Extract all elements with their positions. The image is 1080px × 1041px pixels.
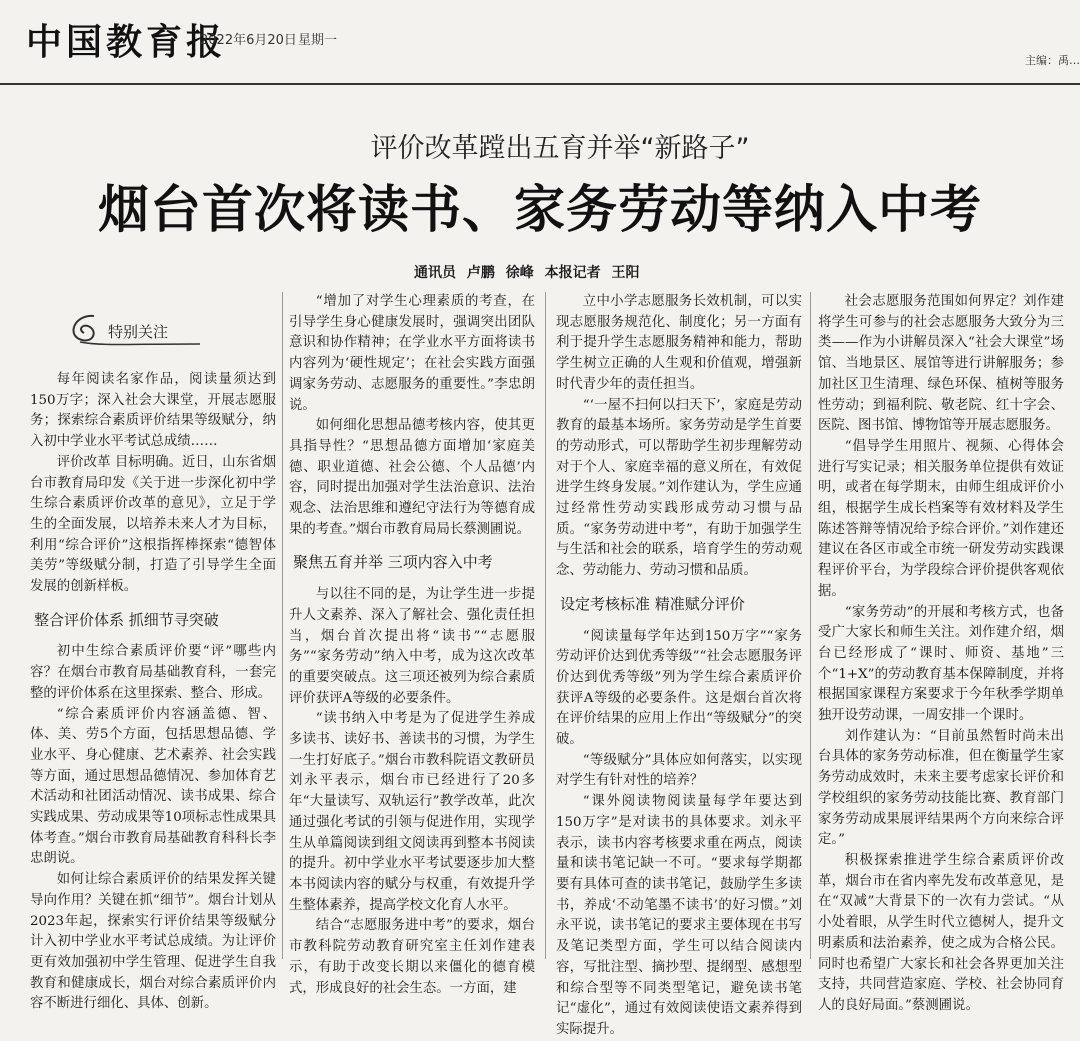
editor-label: 主编：禹… [1025,54,1080,67]
article-column-3 [556,292,802,1037]
newspaper-logo: 中国教育报 [26,21,227,63]
article-column-2 [289,292,535,996]
section-heading: 整合评价体系 抓细节寻突破 [34,610,219,629]
paragraph: “等级赋分”具体应如何落实，以实现对学生有针对性的培养？ [556,752,802,789]
special-focus-tag [60,306,210,350]
article-subhead: 评价改革蹚出五育并举“新路子” [370,133,750,164]
article-headline: 烟台首次将读书、家务劳动等纳入中考 [97,181,982,240]
article-byline: 通讯员 卢鹏 徐峰 本报记者 王阳 [414,265,640,281]
paragraph: “综合素质评价内容涵盖德、智、体、美、劳5个方面，包括思想品德、学业水平、身心健康、艺术素养、社会实践等方面，通过思想品德情况、参加体育艺术活动和社团活动情况、读书成果、综合实践成果、劳动成果等10项标志性成果具体考查。”烟台市教育局基础教育科科长李忠朗说。 [30,706,276,867]
masthead [0,0,1080,88]
paragraph: “增加了对学生心理素质的考查，在引导学生身心健康发展时，强调突出团队意识和协作精神；在学业水平方面将读书内容列为‘硬性规定’；在社会实践方面强调家务劳动、志愿服务的重要性。”李忠朗说。 [289,294,535,413]
paragraph: 如何让综合素质评价的结果发挥关键导向作用？关键在抓“细节”。烟台计划从2023年起，探索实行评价结果等级赋分计入初中学业水平考试总成绩。为让评价更有效加强初中学生管理、促进学生自我教育和健康成长，烟台对综合素质评价内容不断进行细化、具体、创新。 [30,872,276,1012]
masthead-rule [0,83,1080,85]
paragraph: 与以往不同的是，为让学生进一步提升人文素养、深入了解社会、强化责任担当，烟台首次提出将“读书”“志愿服务”“家务劳动”纳入中考，成为这次改革的重要突破点。这三项还被列为综合素质评价获评A等级的必要条件。 [289,587,535,706]
article-column-1 [30,370,276,1012]
paragraph: 初中生综合素质评价要“评”哪些内容？在烟台市教育局基础教育科，一套完整的评价体系在这里探索、整合、形成。 [30,644,276,701]
paragraph: 立中小学志愿服务长效机制，可以实现志愿服务规范化、制度化；另一方面有利于提升学生志愿服务精神和能力，帮助学生树立正确的人生观和价值观，增强新时代青少年的责任担当。 [556,294,802,392]
paragraph: 积极探索推进学生综合素质评价改革，烟台市在省内率先发布改革意见，是在“双减”大背景下的一次有力尝试。“从小处着眼，从学生时代立德树人，提升文明素质和法治素养，使之成为合格公民。同时也希望广大家长和社会各界更加关注支持，共同营造家庭、学校、社会协同育人的良好局面。”蔡测圃说。 [818,852,1064,1013]
paragraph: “倡导学生用照片、视频、心得体会进行写实记录；相关服务单位提供有效证明，或者在每学期末，由师生组成评价小组，根据学生成长档案等有效材料及学生陈述答辩等情况给予综合评价。”刘作建还建议在各区市或全市统一研发劳动实践课程评价平台，为学段综合评价提供客观依据。 [818,438,1064,599]
special-focus-label: 特别关注 [108,323,169,341]
paragraph: “课外阅读物阅读量每学年要达到150万字”是对读书的具体要求。刘永平表示，读书内容考核要求重在两点，阅读量和读书笔记缺一不可。“要求每学期都要有具体可查的读书笔记，鼓励学生多读书，养成‘不动笔墨不读书’的好习惯。”刘永平说，读书笔记的要求主要体现在书写及笔记类型方面，学生可以结合阅读内容，写批注型、摘抄型、提纲型、感想型和综合型等不同类型笔记，避免读书笔记“虚化”，通过有效阅读使语文素养得到实际提升。 [556,794,802,1037]
paragraph: “‘一屋不扫何以扫天下’，家庭是劳动教育的最基本场所。家务劳动是学生首要的劳动形式，可以帮助学生初步理解劳动对于个人、家庭幸福的意义所在，有效促进学生终身发展。”刘作建认为，学生应通过经常性劳动实践形成劳动习惯与品质。“家务劳动进中考”，有助于加强学生与生活和社会的联系，培育学生的劳动观念、劳动能力、劳动习惯和品质。 [556,397,802,579]
paragraph: 每年阅读名家作品，阅读量须达到150万字；深入社会大课堂，开展志愿服务；探索综合素质评价结果等级赋分，纳入初中学业水平考试总成绩…… [30,372,276,450]
paragraph: 刘作建认为：“目前虽然暂时尚未出台具体的家务劳动标准，但在衡量学生家务劳动成效时，未来主要考虑家长评价和学校组织的家务劳动技能比赛、教育部门家务劳动成果展评结果两个方向来综合评定。” [818,728,1064,848]
column-divider [810,292,811,959]
paragraph: 如何细化思想品德考核内容，使其更具指导性？“思想品德方面增加‘家庭美德、职业道德、社会公德、个人品德’内容，同时提出加强对学生法治意识、法治观念、法治思维和遵纪守法行为等德育成果的考查。”烟台市教育局局长蔡测圃说。 [289,418,535,537]
section-heading: 设定考核标准 精准赋分评价 [560,594,745,613]
paragraph: 社会志愿服务范围如何界定？刘作建将学生可参与的社会志愿服务大致分为三类——作为小讲解员深入“社会大课堂”场馆、当地景区、展馆等进行讲解服务；参加社区卫生清理、绿色环保、植树等服务性劳动；到福利院、敬老院、红十字会、医院、图书馆、博物馆等开展志愿服务。 [818,294,1064,434]
issue-date: 2022年6月20日 [200,33,297,48]
column-divider [282,292,283,959]
column-divider [545,292,546,959]
article-column-4 [818,292,1064,1013]
paragraph: 评价改革 目标明确。近日，山东省烟台市教育局印发《关于进一步深化初中学生综合素质评价改革的意见》，立足于学生的全面发展，以培养未来人才为目标，利用“综合评价”这根指挥棒探索“德智体美劳”等级赋分制，打造了引导学生全面发展的创新样板。 [30,454,276,595]
paragraph: “阅读量每学年达到150万字”“家务劳动评价达到优秀等级”“社会志愿服务评价达到优秀等级”列为学生综合素质评价获评A等级的必要条件。这是烟台首次将在评价结果的应用上作出“等级赋分”的突破。 [556,628,802,748]
paragraph: 结合“志愿服务进中考”的要求，烟台市教科院劳动教育研究室主任刘作建表示，有助于改变长期以来僵化的德育模式，形成良好的社会生态。一方面，建 [289,918,535,996]
paragraph: “家务劳动”的开展和考核方式，也备受广大家长和师生关注。刘作建介绍，烟台已经形成了“课时、师资、基地”三个“1+X”的劳动教育基本保障制度，并将根据国家课程方案要求于今年秋季学期单独开设劳动课，一周安排一个课时。 [818,604,1064,724]
issue-weekday: 星期一 [298,33,338,48]
section-heading: 聚焦五育并举 三项内容入中考 [293,553,493,572]
paragraph: “读书纳入中考是为了促进学生养成多读书、读好书、善读书的习惯，为学生一生打好底子。”烟台市教科院语文教研员刘永平表示，烟台市已经进行了20多年“大量读写、双轨运行”教学改革，此次通过强化考试的引领与促进作用，实现学生从单篇阅读到组文阅读再到整本书阅读的提升。初中学业水平考试要逐步加大整本书阅读内容的赋分与权重，有效提升学生整体素养，提高学校文化育人水平。 [289,711,535,913]
